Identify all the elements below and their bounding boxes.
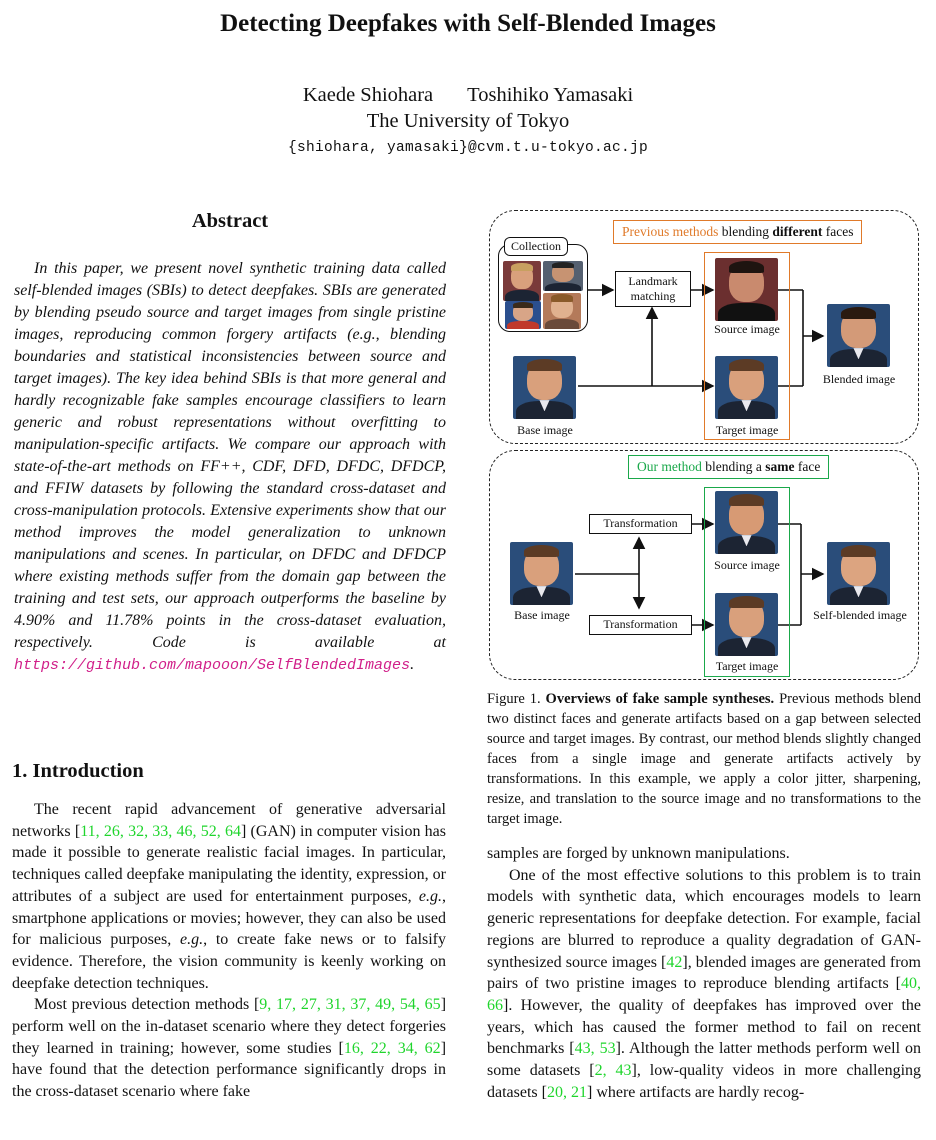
target-face-image	[715, 356, 778, 419]
landmark-matching-box: Landmark matching	[615, 271, 691, 307]
our-method-tag: Our method blending a same face	[628, 455, 829, 479]
face-thumbnail	[543, 261, 583, 291]
target-image-label: Target image	[715, 423, 779, 437]
blended-face-image	[827, 304, 890, 367]
citation-link[interactable]: 42	[666, 953, 683, 971]
author-name: Kaede Shiohara	[302, 84, 434, 106]
base-face-image	[513, 356, 576, 419]
paragraph: One of the most effective solutions to this problem is to train models with synthetic data, which encourages models to learn generic representations for deepfake detection. For example, facial regions are blurred to reproduce a quality degradation of GAN-synthesized source images [42], blended images are generated from pairs of two pristine images to reproduce blending artifacts [40, 66]. However, the quality of deepfakes has improved over the years, which has caused the former method to fail on recent benchmarks [43, 53]. Although the latter methods perform well on some datasets [2, 43], low-quality videos in more challenging datasets [20, 21] where artifacts are hardly recog-	[487, 866, 922, 1101]
self-blended-image-label: Self-blended image	[813, 608, 907, 622]
face-thumbnail	[503, 261, 541, 301]
citation-link[interactable]: 9, 17, 27, 31, 37, 49, 54, 65	[259, 996, 441, 1014]
paragraph: samples are forged by unknown manipulations.	[487, 845, 790, 862]
right-column-text	[487, 843, 921, 1103]
face-thumbnail	[543, 293, 581, 329]
citation-link[interactable]: 40, 66	[487, 975, 921, 1014]
source-face-image	[715, 491, 778, 554]
figure-caption: Figure 1. Overviews of fake sample syntheses. Previous methods blend two distinct faces and generate artifacts based on a gap between selected source and target images. By contrast, our method blends slightly changed faces from a single image and generate artifacts actively by transformations. In this example, we apply a color jitter, sharpening, resize, and translation to the source image and no transformations to the target image.	[487, 691, 921, 827]
citation-link[interactable]: 11, 26, 32, 33, 46, 52, 64	[80, 822, 241, 840]
affiliation: The University of Tokyo	[366, 110, 570, 132]
citation-link[interactable]: 2, 43	[594, 1062, 632, 1080]
paragraph: Most previous detection methods [9, 17, 27, 31, 37, 49, 54, 65] perform well on the in-dataset scenario where they detect forgeries they learned in training; however, some studies [16, 22, 34, 62] have found that the detection performance significantly drops in the cross-dataset scenario where fake	[12, 996, 447, 1101]
abstract-heading: Abstract	[191, 210, 269, 232]
collection-label: Collection	[504, 237, 568, 256]
previous-methods-tag: Previous methods blending different faces	[613, 220, 862, 244]
source-face-image	[715, 258, 778, 321]
author-email: {shiohara, yamasaki}@cvm.t.u-tokyo.ac.jp	[287, 140, 649, 156]
citation-link[interactable]: 20, 21	[546, 1083, 587, 1101]
transformation-box: Transformation	[589, 615, 692, 635]
paragraph: The recent rapid advancement of generative adversarial networks [11, 26, 32, 33, 46, 52, 64] (GAN) in computer vision has made it possible to generate realistic facial images. In particular, techniques called deepfake manipulating the identity, expression, or attributes of a subject are used for entertainment purposes, e.g., smartphone applications or movies; however, they can also be used for malicious purposes, e.g., to create fake news or to falsify evidence. Therefore, the vision community is keenly working on deepfake detection techniques.	[12, 801, 447, 992]
figure-1	[487, 208, 921, 682]
abstract-end: .	[410, 656, 415, 673]
target-image-label: Target image	[715, 659, 779, 673]
abstract-body	[14, 258, 446, 677]
author-name: Toshihiko Yamasaki	[467, 84, 634, 106]
abstract-text: In this paper, we present novel synthetic training data called self-blended images (SBIs) to detect deepfakes. SBIs are generated by blending pseudo source and target images from single pristine images, reproducing common forgery artifacts (e.g., blending boundaries and statistical inconsistencies between source and target images). The key idea behind SBIs is that more general and hardly recognizable fake samples encourage classifiers to learn generic and robust representations without overfitting to manipulation-specific artifacts. We compare our approach with state-of-the-art methods on FF++, CDF, DFD, DFDC, DFDCP, and FFIW datasets by following the standard cross-dataset and cross-manipulation protocols. Extensive experiments show that our method improves the model generalization to unknown manipulations and scenes. In particular, on DFDC and DFDCP where existing methods suffer from the domain gap between the training and test sets, our approach outperforms the baseline by 4.90% and 11.78% points in the cross-dataset evaluation, respectively. Code is available at	[14, 260, 446, 651]
self-blended-face-image	[827, 542, 890, 605]
citation-link[interactable]: 43, 53	[574, 1040, 616, 1058]
left-column-text	[12, 799, 446, 1103]
code-link[interactable]: https://github.com/mapooon/SelfBlendedImages	[14, 657, 411, 674]
section-heading: 1. Introduction	[12, 760, 144, 782]
collection-box	[498, 244, 588, 332]
face-thumbnail	[505, 301, 541, 329]
base-image-label: Base image	[517, 423, 573, 437]
transformation-box: Transformation	[589, 514, 692, 534]
source-image-label: Source image	[714, 558, 780, 572]
citation-link[interactable]: 16, 22, 34, 62	[343, 1039, 441, 1057]
target-face-image	[715, 593, 778, 656]
paper-title: Detecting Deepfakes with Self-Blended Images	[220, 10, 716, 37]
authors	[0, 84, 936, 107]
base-image-label: Base image	[514, 608, 570, 622]
blended-image-label: Blended image	[822, 372, 896, 386]
source-image-label: Source image	[714, 322, 780, 336]
base-face-image	[510, 542, 573, 605]
